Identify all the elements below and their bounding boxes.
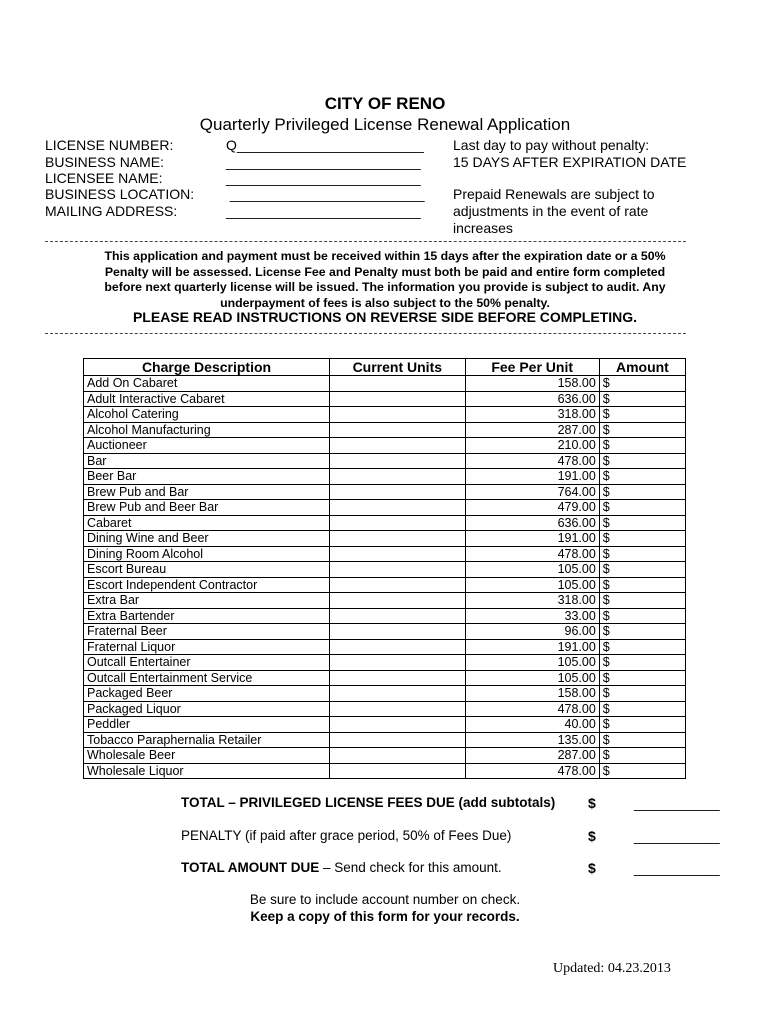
fee-per-unit-cell: 158.00 [465,686,599,702]
penalty-field[interactable]: ___________ [634,828,720,844]
current-units-cell[interactable] [330,624,466,640]
total-amount-due-label [181,860,502,875]
amount-cell[interactable]: $ [599,531,685,547]
amount-cell[interactable]: $ [599,593,685,609]
dashed-divider-top [45,241,686,242]
charge-description-cell: Add On Cabaret [84,376,330,392]
charge-description-cell: Fraternal Liquor [84,639,330,655]
mailing-address-label: MAILING ADDRESS: [45,203,178,219]
charge-description-cell: Alcohol Catering [84,407,330,423]
licensee-name-field[interactable]: _________________________ [226,170,421,186]
table-row [84,639,686,655]
instructions-notice: PLEASE READ INSTRUCTIONS ON REVERSE SIDE BEFORE COMPLETING. [132,309,638,325]
current-units-cell[interactable] [330,453,466,469]
current-units-cell[interactable] [330,717,466,733]
fee-per-unit-cell: 287.00 [465,422,599,438]
table-row [84,562,686,578]
expiration-text: 15 DAYS AFTER EXPIRATION DATE [453,154,687,170]
fee-per-unit-cell: 135.00 [465,732,599,748]
table-row [84,732,686,748]
amount-cell[interactable]: $ [599,376,685,392]
keep-copy-reminder: Keep a copy of this form for your records. [250,909,520,924]
table-row [84,717,686,733]
fees-table [83,358,686,779]
amount-cell[interactable]: $ [599,763,685,779]
charge-description-cell: Cabaret [84,515,330,531]
charge-description-cell: Beer Bar [84,469,330,485]
table-row [84,407,686,423]
table-row [84,686,686,702]
current-units-cell[interactable] [330,701,466,717]
header-fee-per-unit: Fee Per Unit [465,359,599,376]
fee-per-unit-cell: 636.00 [465,391,599,407]
charge-description-cell: Tobacco Paraphernalia Retailer [84,732,330,748]
charge-description-cell: Escort Independent Contractor [84,577,330,593]
table-row [84,577,686,593]
charge-description-cell: Packaged Liquor [84,701,330,717]
table-row [84,438,686,454]
licensee-name-label: LICENSEE NAME: [45,170,163,186]
amount-cell[interactable]: $ [599,670,685,686]
current-units-cell[interactable] [330,562,466,578]
current-units-cell[interactable] [330,531,466,547]
current-units-cell[interactable] [330,376,466,392]
charge-description-cell: Dining Wine and Beer [84,531,330,547]
fee-per-unit-cell: 478.00 [465,453,599,469]
fee-per-unit-cell: 33.00 [465,608,599,624]
current-units-cell[interactable] [330,500,466,516]
fee-per-unit-cell: 191.00 [465,531,599,547]
fee-per-unit-cell: 96.00 [465,624,599,640]
current-units-cell[interactable] [330,515,466,531]
total-amount-dollar: $ [588,860,596,876]
fee-per-unit-cell: 40.00 [465,717,599,733]
table-row [84,624,686,640]
current-units-cell[interactable] [330,763,466,779]
dashed-divider-bottom [45,333,686,334]
fee-per-unit-cell: 764.00 [465,484,599,500]
table-row [84,453,686,469]
license-number-field[interactable]: Q________________________ [226,137,424,153]
charge-description-cell: Brew Pub and Beer Bar [84,500,330,516]
amount-cell[interactable]: $ [599,701,685,717]
last-day-text: Last day to pay without penalty: [453,137,650,153]
current-units-cell[interactable] [330,686,466,702]
current-units-cell[interactable] [330,546,466,562]
fee-per-unit-cell: 478.00 [465,546,599,562]
business-location-label: BUSINESS LOCATION: [45,186,195,202]
fee-per-unit-cell: 478.00 [465,701,599,717]
page-subtitle: Quarterly Privileged License Renewal Application [199,115,571,134]
charge-description-cell: Peddler [84,717,330,733]
fee-per-unit-cell: 105.00 [465,670,599,686]
fee-per-unit-cell: 210.00 [465,438,599,454]
prepaid-text-2: adjustments in the event of rate [453,203,649,219]
table-row [84,469,686,485]
total-fees-label: TOTAL – PRIVILEGED LICENSE FEES DUE (add subtotals) [181,795,556,810]
total-amount-field[interactable]: ___________ [634,860,720,876]
amount-cell[interactable]: $ [599,608,685,624]
fee-per-unit-cell: 479.00 [465,500,599,516]
amount-cell[interactable]: $ [599,515,685,531]
table-row [84,546,686,562]
current-units-cell[interactable] [330,391,466,407]
charge-description-cell: Alcohol Manufacturing [84,422,330,438]
table-row [84,376,686,392]
header-charge-description: Charge Description [84,359,330,376]
table-row [84,422,686,438]
amount-cell[interactable]: $ [599,422,685,438]
charge-description-cell: Packaged Beer [84,686,330,702]
page-title: CITY OF RENO [324,94,446,113]
fee-per-unit-cell: 191.00 [465,469,599,485]
table-row [84,593,686,609]
fee-per-unit-cell: 105.00 [465,655,599,671]
amount-cell[interactable]: $ [599,500,685,516]
current-units-cell[interactable] [330,655,466,671]
amount-cell[interactable]: $ [599,469,685,485]
amount-cell[interactable]: $ [599,748,685,764]
current-units-cell[interactable] [330,748,466,764]
amount-cell[interactable]: $ [599,577,685,593]
fee-per-unit-cell: 105.00 [465,562,599,578]
table-row [84,701,686,717]
mailing-address-field[interactable]: _________________________ [226,203,421,219]
charge-description-cell: Wholesale Liquor [84,763,330,779]
amount-cell[interactable]: $ [599,717,685,733]
total-fees-dollar: $ [588,795,596,811]
table-row [84,484,686,500]
current-units-cell[interactable] [330,670,466,686]
fee-per-unit-cell: 636.00 [465,515,599,531]
current-units-cell[interactable] [330,469,466,485]
table-row [84,655,686,671]
table-row [84,500,686,516]
table-row [84,531,686,547]
current-units-cell[interactable] [330,484,466,500]
table-row [84,670,686,686]
header-current-units: Current Units [330,359,466,376]
amount-cell[interactable]: $ [599,732,685,748]
amount-cell[interactable]: $ [599,453,685,469]
charge-description-cell: Adult Interactive Cabaret [84,391,330,407]
amount-cell[interactable]: $ [599,686,685,702]
amount-cell[interactable]: $ [599,546,685,562]
charge-description-cell: Bar [84,453,330,469]
total-fees-field[interactable]: ___________ [634,795,720,811]
amount-cell[interactable]: $ [599,655,685,671]
fee-per-unit-cell: 158.00 [465,376,599,392]
business-location-field[interactable]: _________________________ [226,186,425,202]
total-amount-due-note: – Send check for this amount. [319,860,502,875]
total-amount-due-bold: TOTAL AMOUNT DUE [181,860,320,875]
amount-cell[interactable]: $ [599,624,685,640]
fee-per-unit-cell: 318.00 [465,593,599,609]
charge-description-cell: Wholesale Beer [84,748,330,764]
fee-per-unit-cell: 287.00 [465,748,599,764]
amount-cell[interactable]: $ [599,562,685,578]
current-units-cell[interactable] [330,593,466,609]
charge-description-cell: Extra Bartender [84,608,330,624]
current-units-cell[interactable] [330,422,466,438]
current-units-cell[interactable] [330,438,466,454]
charge-description-cell: Outcall Entertainer [84,655,330,671]
current-units-cell[interactable] [330,639,466,655]
amount-cell[interactable]: $ [599,391,685,407]
charge-description-cell: Auctioneer [84,438,330,454]
table-row [84,608,686,624]
amount-cell[interactable]: $ [599,438,685,454]
table-row [84,748,686,764]
table-row [84,515,686,531]
fee-per-unit-cell: 478.00 [465,763,599,779]
current-units-cell[interactable] [330,732,466,748]
amount-cell[interactable]: $ [599,484,685,500]
charge-description-cell: Dining Room Alcohol [84,546,330,562]
current-units-cell[interactable] [330,608,466,624]
account-number-reminder: Be sure to include account number on check. [249,892,521,907]
charge-description-cell: Brew Pub and Bar [84,484,330,500]
charge-description-cell: Escort Bureau [84,562,330,578]
charge-description-cell: Fraternal Beer [84,624,330,640]
current-units-cell[interactable] [330,407,466,423]
charge-description-cell: Outcall Entertainment Service [84,670,330,686]
penalty-dollar: $ [588,828,596,844]
fee-per-unit-cell: 191.00 [465,639,599,655]
fee-per-unit-cell: 318.00 [465,407,599,423]
current-units-cell[interactable] [330,577,466,593]
header-amount: Amount [599,359,685,376]
license-number-label: LICENSE NUMBER: [45,137,174,153]
payment-notice: This application and payment must be received within 15 days after the expiration date or a 50% Penalty will be assessed. License Fee and Penalty must both be paid and entire form completed before next quarterly license will be issued. The information you provide is subject to audit. Any underpayment of fees is also subject to the 50% penalty. [104,249,666,310]
table-row [84,391,686,407]
table-row [84,763,686,779]
amount-cell[interactable]: $ [599,639,685,655]
business-name-label: BUSINESS NAME: [45,154,165,170]
prepaid-text-3: increases [453,220,513,236]
amount-cell[interactable]: $ [599,407,685,423]
penalty-label: PENALTY (if paid after grace period, 50% of Fees Due) [181,828,512,843]
charge-description-cell: Extra Bar [84,593,330,609]
business-name-field[interactable]: _________________________ [226,154,421,170]
prepaid-text-1: Prepaid Renewals are subject to [453,186,655,202]
fee-per-unit-cell: 105.00 [465,577,599,593]
table-header-row [84,359,686,376]
updated-date: Updated: 04.23.2013 [553,961,671,976]
